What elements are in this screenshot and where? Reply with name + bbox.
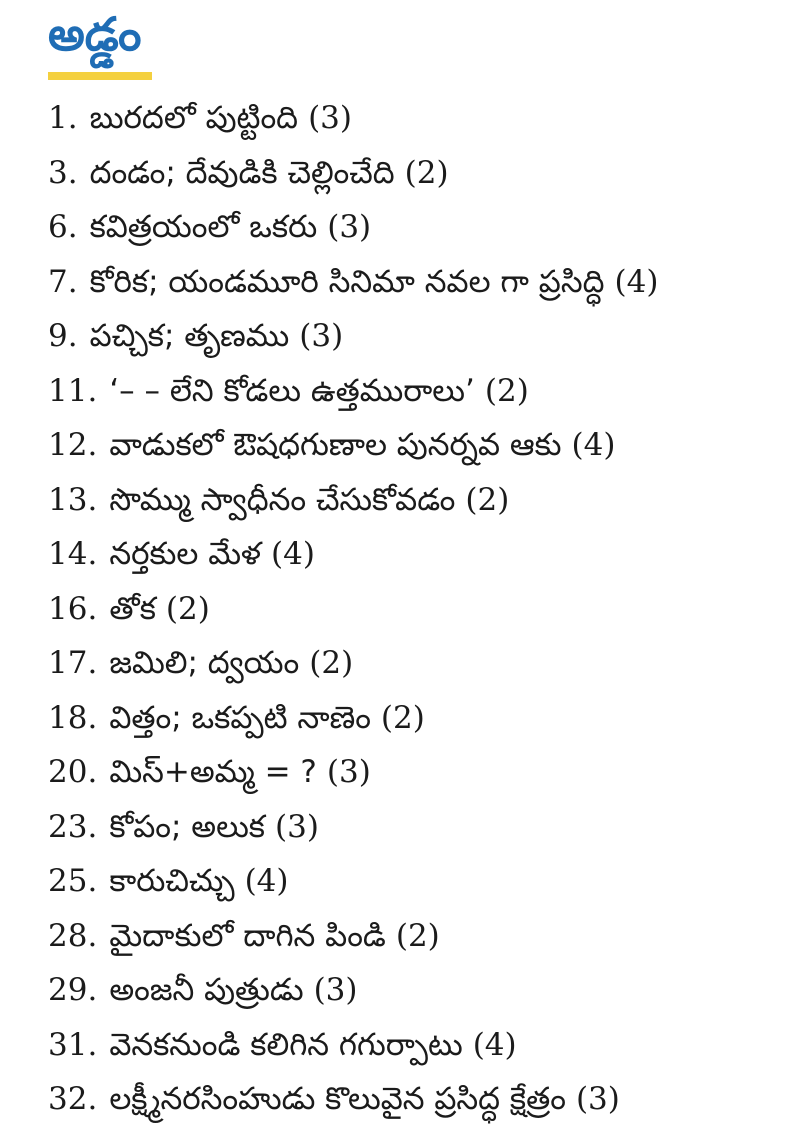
clue-answer-length: (3) xyxy=(275,808,319,845)
clue-item xyxy=(48,700,788,755)
clue-answer-length: (2) xyxy=(465,481,510,518)
clue-item xyxy=(48,863,788,918)
clue-number: 1. xyxy=(48,100,78,136)
clue-text: లక్ష్మీనరసింహుడు కొలువైన ప్రసిద్ధ క్షేత్రం xyxy=(109,1081,566,1117)
clue-answer-length: (2) xyxy=(309,645,354,681)
clue-number: 32. xyxy=(48,1081,98,1117)
clue-answer-length: (3) xyxy=(327,209,372,245)
clue-text: తోక xyxy=(109,590,156,627)
clue-text: కవిత్రయంలో ఒకరు xyxy=(89,209,318,245)
clue-answer-length: (2) xyxy=(484,372,529,409)
clue-text: విత్తం; ఒకప్పటి నాణెం xyxy=(109,699,371,736)
clue-list xyxy=(48,100,788,1136)
clue-text: కోపం; అలుక xyxy=(109,808,265,845)
clue-item xyxy=(48,264,788,319)
clue-answer-length: (4) xyxy=(244,863,289,899)
clue-item xyxy=(48,645,788,700)
clue-item xyxy=(48,318,788,373)
clue-item xyxy=(48,809,788,864)
clue-text: అంజనీ పుత్రుడు xyxy=(109,972,304,1008)
clue-text: కోరిక; యండమూరి సినిమా నవల గా ప్రసిద్ధి xyxy=(89,263,605,300)
clue-item xyxy=(48,918,788,973)
clue-number: 17. xyxy=(48,645,98,681)
clue-number: 6. xyxy=(48,209,78,245)
clue-text: సొమ్ము స్వాధీనం చేసుకోవడం xyxy=(109,481,456,518)
clue-number: 28. xyxy=(48,917,98,954)
clue-number: 11. xyxy=(48,372,98,409)
clue-item xyxy=(48,754,788,809)
clue-number: 3. xyxy=(48,154,78,191)
clue-number: 9. xyxy=(48,318,78,354)
clue-text: జమిలి; ద్వయం xyxy=(109,645,300,681)
clue-number: 20. xyxy=(48,754,98,790)
clue-text: పచ్చిక; తృణము xyxy=(89,318,290,354)
clue-item xyxy=(48,482,788,537)
clue-answer-length: (2) xyxy=(380,699,425,736)
clue-answer-length: (3) xyxy=(308,100,352,136)
clue-number: 7. xyxy=(48,263,78,300)
clue-answer-length: (2) xyxy=(395,917,440,954)
clue-number: 12. xyxy=(48,427,98,463)
clue-text: మిస్+అమ్మ = ? xyxy=(109,754,317,790)
clue-number: 25. xyxy=(48,863,98,899)
clue-answer-length: (3) xyxy=(326,754,371,790)
clue-text: బురదలో పుట్టింది xyxy=(89,100,299,136)
clue-item xyxy=(48,536,788,591)
clue-number: 18. xyxy=(48,699,98,736)
clue-text: నర్తకుల మేళ xyxy=(109,536,261,572)
clue-answer-length: (4) xyxy=(614,263,659,300)
clue-item xyxy=(48,373,788,428)
clue-item xyxy=(48,1081,788,1136)
clue-item xyxy=(48,1027,788,1082)
clue-text: కారుచిచ్చు xyxy=(109,863,235,899)
clue-answer-length: (2) xyxy=(165,590,210,627)
clue-answer-length: (4) xyxy=(472,1026,517,1063)
clue-answer-length: (2) xyxy=(404,154,449,191)
clue-number: 14. xyxy=(48,536,98,572)
clue-number: 31. xyxy=(48,1026,98,1063)
clue-item xyxy=(48,155,788,210)
heading-underline xyxy=(48,72,152,80)
clue-text: వాడుకలో ఔషధగుణాల పునర్నవ ఆకు xyxy=(109,427,562,463)
clue-answer-length: (4) xyxy=(571,427,616,463)
clue-text: మైదాకులో దాగిన పిండి xyxy=(109,917,386,954)
clue-item xyxy=(48,427,788,482)
clue-number: 29. xyxy=(48,972,98,1008)
clue-text: వెనకనుండి కలిగిన గగుర్పాటు xyxy=(109,1026,463,1063)
clue-number: 23. xyxy=(48,808,98,845)
clue-text: దండం; దేవుడికి చెల్లించేది xyxy=(89,154,395,191)
clue-item xyxy=(48,591,788,646)
section-heading: అడ్డం xyxy=(48,7,142,61)
clue-number: 13. xyxy=(48,481,98,518)
clue-answer-length: (3) xyxy=(575,1081,620,1117)
clue-answer-length: (4) xyxy=(271,536,315,572)
clue-answer-length: (3) xyxy=(313,972,358,1008)
clue-item xyxy=(48,972,788,1027)
clue-item xyxy=(48,100,788,155)
clue-answer-length: (3) xyxy=(299,318,344,354)
clue-number: 16. xyxy=(48,590,98,627)
clue-item xyxy=(48,209,788,264)
clue-text: ‘– – లేని కోడలు ఉత్తమురాలు’ xyxy=(109,372,475,409)
